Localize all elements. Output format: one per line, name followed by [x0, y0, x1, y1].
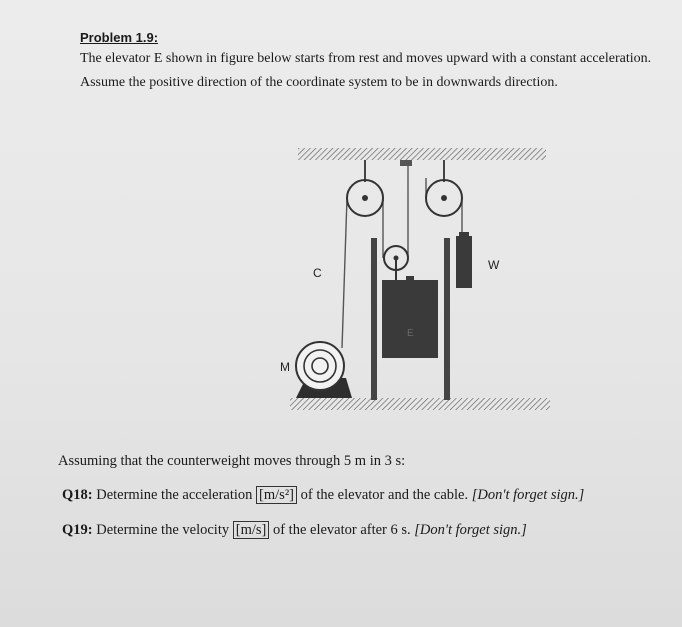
q18-unit: [m/s²] — [256, 486, 297, 504]
motor-m — [296, 342, 352, 398]
q19-unit: [m/s] — [233, 521, 270, 539]
question-q18 — [62, 487, 584, 504]
label-c: C — [313, 266, 322, 280]
elevator-pulley — [384, 246, 408, 280]
question-q19 — [62, 522, 527, 539]
ceiling — [298, 148, 546, 160]
elevator-diagram — [250, 140, 560, 420]
problem-statement-line-1: The elevator E shown in figure below starts from rest and moves upward with a constant acceleration. — [80, 51, 652, 66]
q19-text-1: Determine the velocity — [92, 522, 233, 538]
q18-label: Q18: — [62, 487, 93, 503]
counterweight-w — [456, 236, 472, 288]
left-rail — [371, 238, 377, 400]
label-m: M — [280, 360, 290, 374]
cable-c — [342, 198, 347, 348]
right-rail — [444, 238, 450, 400]
right-pulley — [426, 180, 462, 216]
left-pulley — [347, 180, 383, 216]
elevator-top-clamp — [406, 276, 414, 281]
q18-note: [Don't forget sign.] — [471, 487, 585, 503]
elevator-e — [382, 280, 438, 358]
counterweight-clamp — [459, 232, 469, 237]
q18-text-2: of the elevator and the cable. — [297, 487, 472, 503]
q18-text-1: Determine the acceleration — [92, 487, 257, 503]
question-intro: Assuming that the counterweight moves through 5 m in 3 s: — [58, 453, 406, 469]
q19-text-2: of the elevator after 6 s. — [269, 522, 415, 538]
problem-statement-line-2: Assume the positive direction of the coordinate system to be in downwards direction. — [80, 75, 558, 90]
q19-note: [Don't forget sign.] — [414, 522, 527, 538]
ground — [290, 398, 550, 410]
label-w: W — [488, 258, 500, 272]
ceiling-bracket — [400, 160, 412, 166]
q19-label: Q19: — [62, 522, 93, 538]
problem-heading: Problem 1.9: — [80, 30, 159, 45]
label-e: E — [407, 328, 414, 339]
